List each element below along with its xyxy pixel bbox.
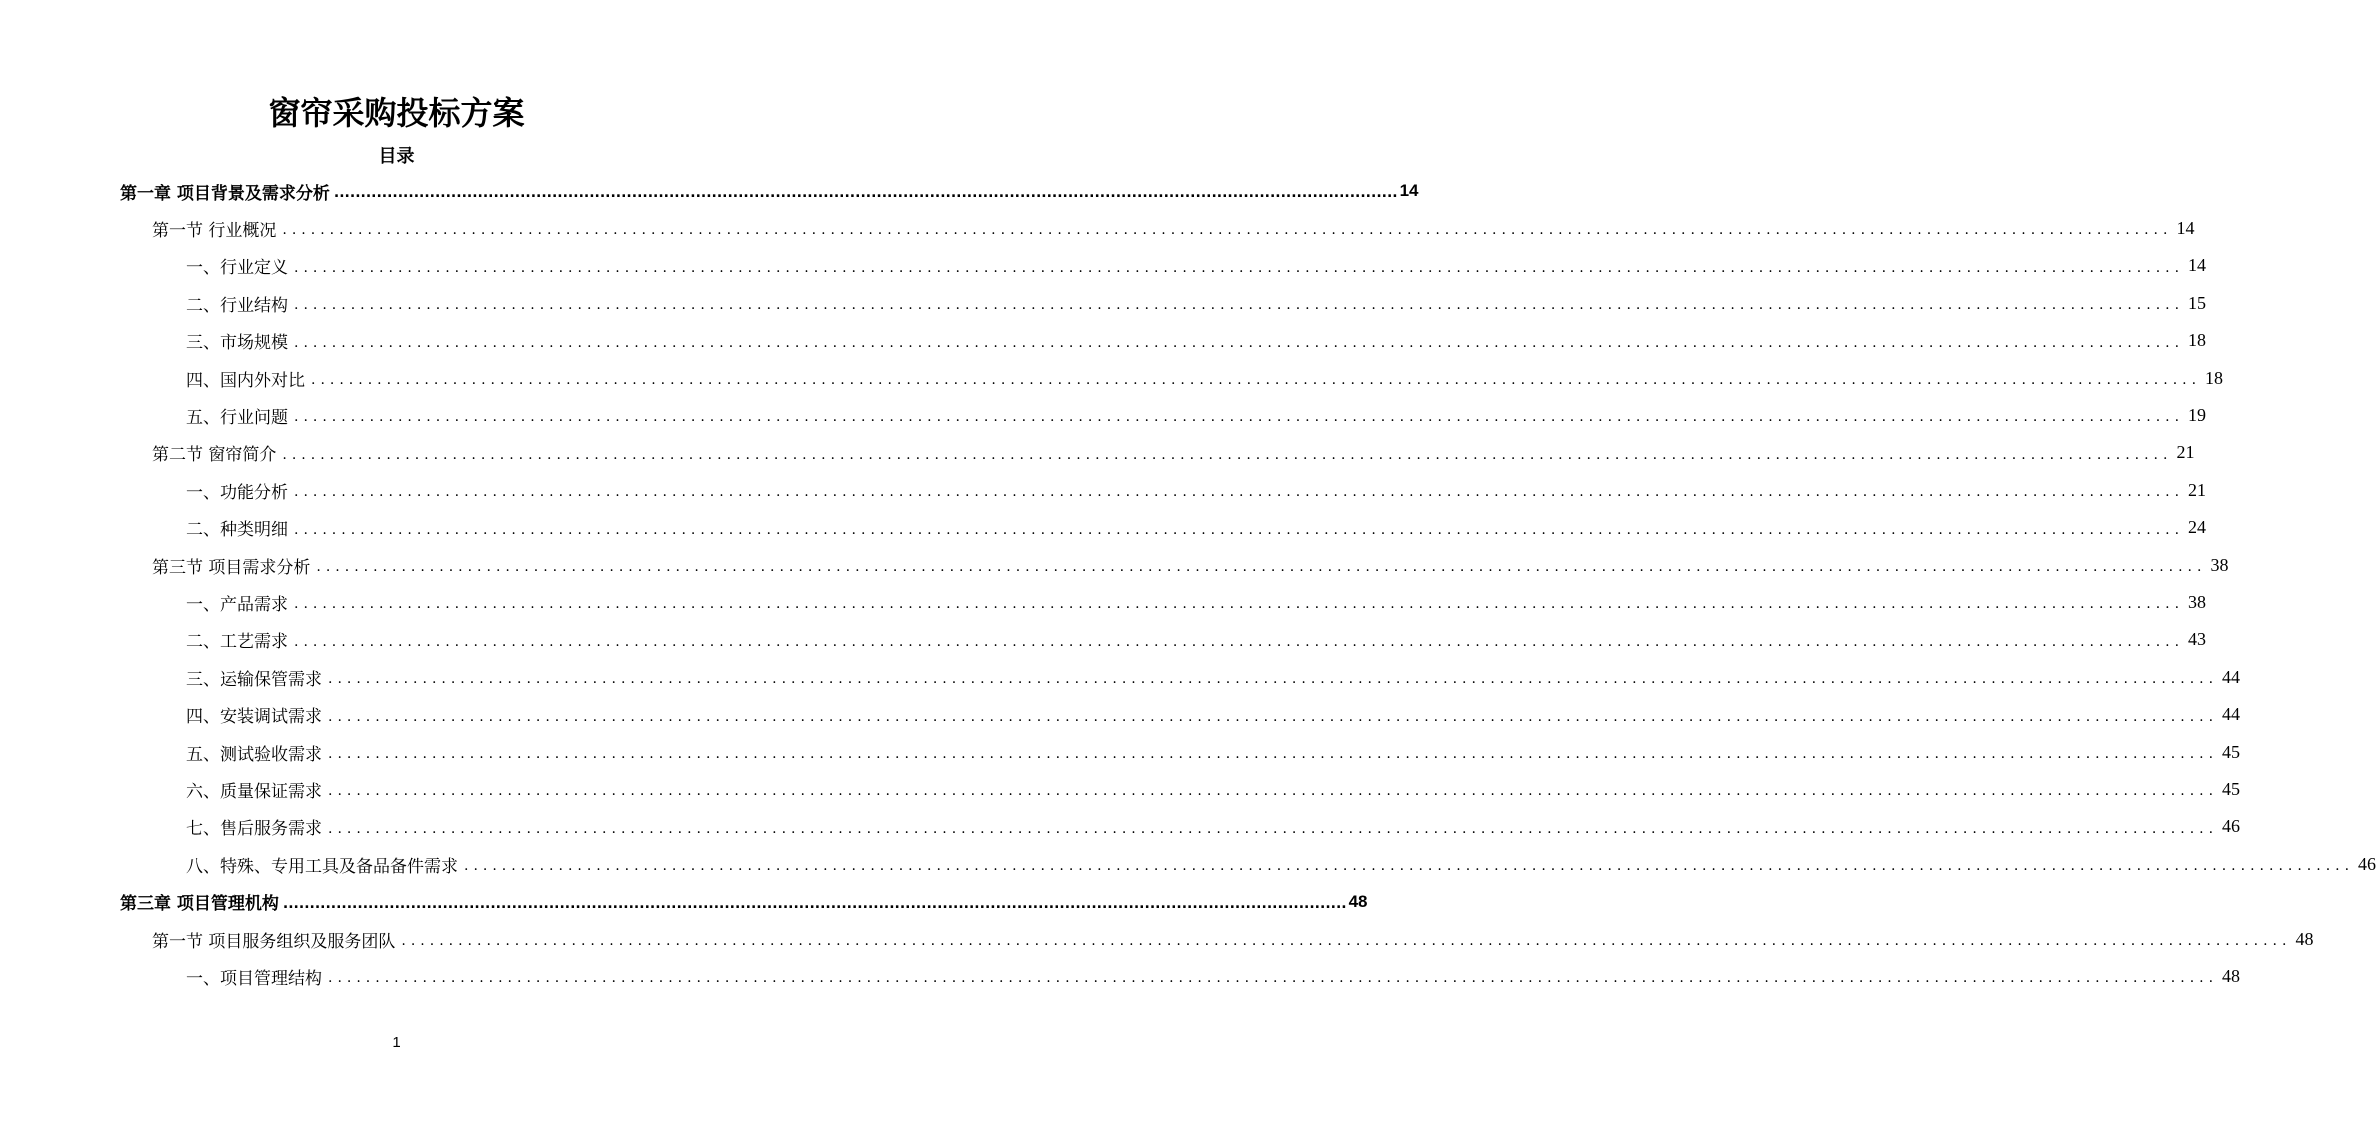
- toc-entry-page: 46: [2222, 816, 2241, 837]
- toc-entry-page: 48: [2222, 965, 2241, 986]
- toc-entry[interactable]: [186, 587, 2207, 617]
- toc-dot-leader: ........................................................................................................................................................................................................: [328, 820, 2219, 837]
- toc-entry[interactable]: [186, 849, 2376, 879]
- toc-entry[interactable]: [186, 400, 2207, 430]
- toc-entry[interactable]: [120, 887, 1368, 917]
- toc-entry[interactable]: [186, 700, 2241, 730]
- toc-entry-page: 48: [1348, 891, 1368, 911]
- toc-dot-leader: ........................................................................................................................................................................................................: [294, 633, 2185, 650]
- toc-dot-leader: ........................................................................................................................................................................................................: [328, 671, 2219, 688]
- toc-entry-label: 六、质量保证需求: [186, 781, 322, 802]
- toc-entry-page: 43: [2188, 629, 2207, 650]
- toc-entry[interactable]: [186, 737, 2241, 767]
- toc-entry[interactable]: [186, 662, 2241, 692]
- toc-entry-page: 45: [2222, 741, 2241, 762]
- toc-dot-leader: ........................................................................................................................................................................................................: [333, 185, 1398, 201]
- toc-entry-label: 三、运输保管需求: [186, 669, 322, 690]
- toc-entry[interactable]: [152, 550, 2229, 580]
- toc-dot-leader: ........................................................................................................................................................................................................: [328, 708, 2219, 725]
- toc-dot-leader: ........................................................................................................................................................................................................: [282, 446, 2173, 463]
- toc-entry-label: 五、测试验收需求: [186, 744, 322, 765]
- toc-entry-label: 七、售后服务需求: [186, 819, 322, 840]
- toc-entry[interactable]: [186, 625, 2207, 655]
- toc-heading: 目录: [378, 146, 415, 167]
- toc-entry-page: 21: [2188, 479, 2207, 500]
- toc-entry[interactable]: [186, 961, 2241, 991]
- toc-entry[interactable]: [152, 924, 2314, 954]
- toc-entry[interactable]: [120, 176, 1419, 206]
- document-title: 窗帘采购投标方案: [268, 94, 525, 132]
- toc-entry[interactable]: [186, 251, 2207, 281]
- toc-dot-leader: ........................................................................................................................................................................................................: [328, 746, 2219, 762]
- toc-dot-leader: ........................................................................................................................................................................................................: [401, 933, 2292, 949]
- toc-entry[interactable]: [152, 438, 2195, 468]
- toc-dot-leader: ........................................................................................................................................................................................................: [294, 334, 2185, 351]
- toc-entry-page: 44: [2222, 704, 2241, 725]
- toc-entry-page: 24: [2188, 517, 2207, 538]
- toc-entry-page: 46: [2358, 853, 2376, 874]
- toc-entry-label: 一、项目管理结构: [186, 968, 322, 989]
- toc-entry-label: 八、特殊、专用工具及备品备件需求: [186, 856, 458, 877]
- toc-entry[interactable]: [186, 475, 2207, 505]
- toc-entry[interactable]: [152, 213, 2195, 243]
- toc-dot-leader: ........................................................................................................................................................................................................: [282, 222, 2173, 239]
- toc-dot-leader: ........................................................................................................................................................................................................: [294, 259, 2185, 276]
- toc-entry-page: 14: [2188, 255, 2207, 276]
- toc-dot-leader: ........................................................................................................................................................................................................: [294, 409, 2185, 426]
- toc-entry[interactable]: [186, 288, 2207, 318]
- toc-dot-leader: ........................................................................................................................................................................................................: [311, 372, 2202, 388]
- toc-dot-leader: ........................................................................................................................................................................................................: [294, 596, 2185, 613]
- toc-entry-label: 一、功能分析: [186, 482, 288, 503]
- toc-entry-page: 15: [2188, 292, 2207, 313]
- toc-entry-label: 第一节 行业概况: [152, 220, 277, 241]
- toc-entry[interactable]: [186, 513, 2207, 543]
- toc-entry-label: 二、行业结构: [186, 295, 288, 316]
- toc-entry-page: 48: [2295, 928, 2314, 949]
- toc-entry-label: 一、产品需求: [186, 594, 288, 615]
- toc-entry[interactable]: [186, 812, 2241, 842]
- toc-entry-label: 第二节 窗帘简介: [152, 445, 277, 466]
- toc-entry-page: 21: [2176, 442, 2195, 463]
- toc-entry-page: 38: [2188, 591, 2207, 612]
- page-number: 1: [392, 1034, 401, 1051]
- toc-dot-leader: ........................................................................................................................................................................................................: [294, 484, 2185, 501]
- toc-dot-leader: ........................................................................................................................................................................................................: [328, 783, 2219, 800]
- toc-entry-page: 14: [1399, 181, 1419, 200]
- toc-entry-page: 45: [2222, 778, 2241, 799]
- toc-dot-leader: ........................................................................................................................................................................................................: [464, 858, 2355, 875]
- toc-entry-label: 二、工艺需求: [186, 632, 288, 653]
- toc-entry-label: 四、安装调试需求: [186, 707, 322, 728]
- toc-dot-leader: ........................................................................................................................................................................................................: [316, 559, 2207, 575]
- toc-dot-leader: ........................................................................................................................................................................................................: [328, 970, 2219, 987]
- toc-entry[interactable]: [186, 774, 2241, 804]
- toc-entry-page: 19: [2188, 404, 2207, 425]
- toc-dot-leader: ........................................................................................................................................................................................................: [294, 297, 2185, 314]
- toc-entry-label: 四、国内外对比: [186, 370, 305, 391]
- toc-entry-page: 18: [2205, 367, 2224, 388]
- toc-entry-label: 五、行业问题: [186, 407, 288, 428]
- toc-entry-page: 38: [2210, 554, 2229, 575]
- toc-entry-label: 第三章 项目管理机构: [120, 894, 279, 915]
- toc-entry-page: 44: [2222, 666, 2241, 687]
- toc-entry-label: 一、行业定义: [186, 258, 288, 279]
- toc-entry-label: 三、市场规模: [186, 333, 288, 354]
- toc-entry-label: 第三节 项目需求分析: [152, 557, 311, 578]
- toc-dot-leader: ........................................................................................................................................................................................................: [282, 895, 1347, 912]
- toc-entry-label: 第一章 项目背景及需求分析: [120, 183, 330, 204]
- toc-entry-label: 二、种类明细: [186, 520, 288, 541]
- toc-entry-label: 第一节 项目服务组织及服务团队: [152, 931, 396, 952]
- toc-entry-page: 14: [2176, 217, 2195, 238]
- toc-entry[interactable]: [186, 363, 2224, 393]
- toc-entry-page: 18: [2188, 330, 2207, 351]
- toc-dot-leader: ........................................................................................................................................................................................................: [294, 521, 2185, 538]
- toc-entry[interactable]: [186, 326, 2207, 356]
